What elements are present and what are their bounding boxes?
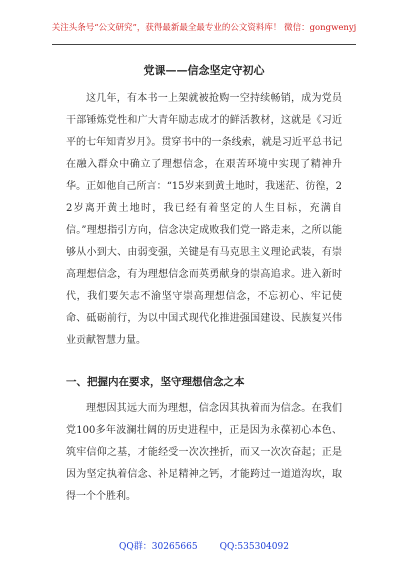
header-notice — [0, 22, 408, 34]
header-notice-text: 关注头条号“公文研究”，获得最新最全最专业的公文资料库！ 微信：gongwenyj — [51, 23, 357, 33]
footer-qq-group: QQ群：30265665 — [119, 542, 198, 552]
footer-contact — [0, 541, 408, 553]
body-paragraph-1: 这几年，有本书一上架就被抢购一空持续畅销，成为党员干部锤炼党性和广大青年励志成才的鲜活教材，这就是《习近平的七年知青岁月》。贯穿书中的一条线索，就是习近平总书记在融入群众中确立了理想信念，在艰苦环境中实现了精神升华。正如他自己所言：“15岁来到黄土地时，我迷茫、彷徨，22岁离开黄土地时，我已经有着坚定的人生目标，充满自信。”理想指引方向，信念决定成败我们党一路走来，之所以能够从小到大、由弱变强，关键是有马克思主义理论武装，有崇高理想信念，有为理想信念而英勇献身的崇高追求。进入新时代，我们要矢志不渝坚守崇高理想信念，不忘初心、牢记使命、砥砺前行，为以中国式现代化推进强国建设、民族复兴伟业贡献智慧力量。 — [66, 93, 342, 346]
header-divider — [52, 44, 356, 45]
footer-qq: QQ:535304092 — [219, 542, 289, 552]
document-title: 党课——信念坚定守初心 — [143, 64, 265, 77]
section-heading-1: 一、把握内在要求，坚守理想信念之本 — [66, 376, 245, 388]
body-paragraph-2: 理想因其远大而为理想，信念因其执着而为信念。在我们党100多年波澜壮阔的历史进程中，正是因为永葆初心本色、筑牢信仰之基，才能经受一次次挫折，而又一次次奋起；正是因为坚定执着信念、补足精神之钙，才能跨过一道道沟坎，取得一个个胜利。 — [66, 403, 342, 502]
